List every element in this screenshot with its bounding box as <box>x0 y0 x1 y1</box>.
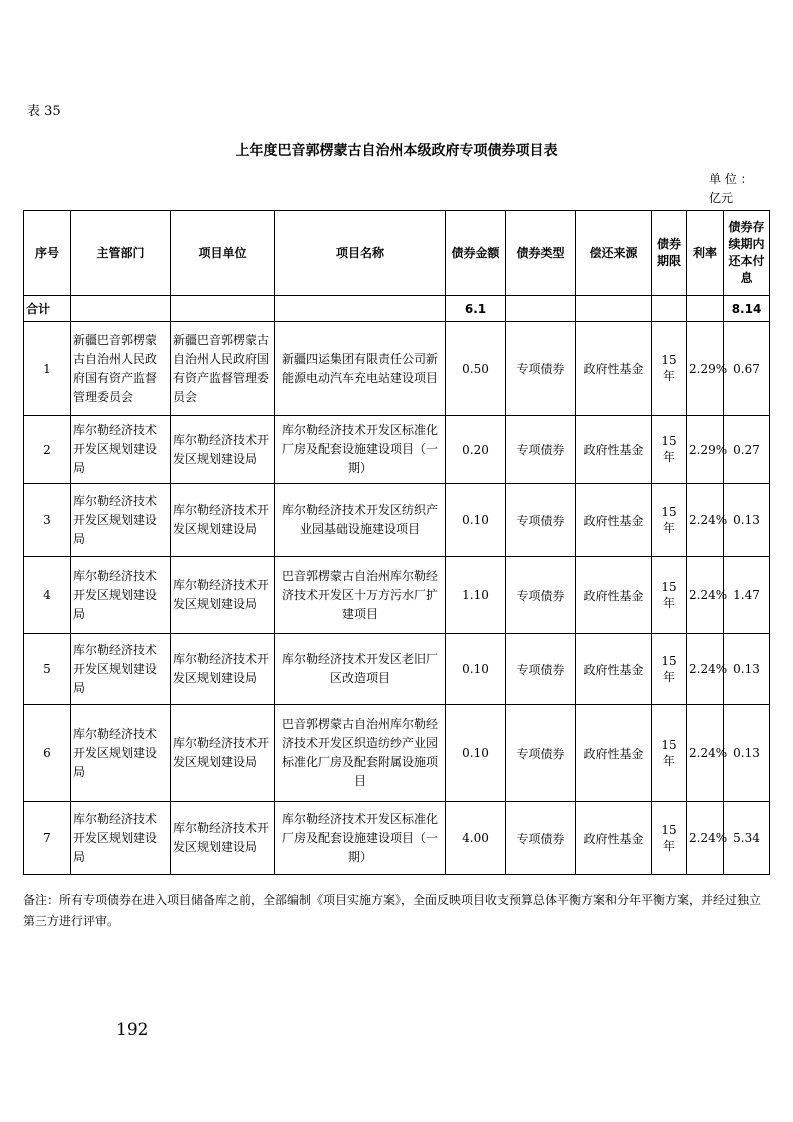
cell-rate: 2.24% <box>687 634 724 705</box>
cell-rate: 2.29% <box>687 322 724 416</box>
header-source: 偿还来源 <box>576 211 652 296</box>
cell-unit: 库尔勒经济技术开发区规划建设局 <box>171 416 275 484</box>
cell-name: 新疆四运集团有限责任公司新能源电动汽车充电站建设项目 <box>275 322 446 416</box>
table-row <box>24 705 770 802</box>
table-row <box>24 802 770 875</box>
cell-type: 专项债券 <box>506 634 576 705</box>
cell-type: 专项债券 <box>506 416 576 484</box>
page-number: 192 <box>116 1020 149 1040</box>
cell-unit: 库尔勒经济技术开发区规划建设局 <box>171 634 275 705</box>
cell-seq: 6 <box>24 705 71 802</box>
table-header-row <box>24 211 770 296</box>
header-unit: 项目单位 <box>171 211 275 296</box>
cell-unit: 库尔勒经济技术开发区规划建设局 <box>171 802 275 875</box>
cell-type: 专项债券 <box>506 802 576 875</box>
header-rate: 利率 <box>687 211 724 296</box>
cell-name: 巴音郭楞蒙古自治州库尔勒经济技术开发区十万方污水厂扩建项目 <box>275 557 446 634</box>
cell-term: 15 年 <box>652 802 687 875</box>
cell-amount: 0.10 <box>446 705 506 802</box>
table-label: 表 35 <box>27 104 61 119</box>
cell-term: 15 年 <box>652 484 687 557</box>
cell-rate: 2.24% <box>687 557 724 634</box>
footnote: 备注：所有专项债券在进入项目储备库之前，全部编制《项目实施方案》，全面反映项目收支预算总体平衡方案和分年平衡方案，并经过独立第三方进行评审。 <box>23 893 762 928</box>
cell-amount: 1.10 <box>446 557 506 634</box>
table-row <box>24 634 770 705</box>
cell-dept: 库尔勒经济技术开发区规划建设局 <box>71 484 171 557</box>
cell-term: 15 年 <box>652 634 687 705</box>
table-row <box>24 557 770 634</box>
cell-dept: 库尔勒经济技术开发区规划建设局 <box>71 634 171 705</box>
cell-repay: 1.47 <box>724 557 770 634</box>
cell-seq: 2 <box>24 416 71 484</box>
cell-type: 专项债券 <box>506 484 576 557</box>
unit-label-line1: 单 位 ： <box>709 172 753 186</box>
cell-type: 专项债券 <box>506 705 576 802</box>
cell-term: 15 年 <box>652 705 687 802</box>
cell-seq: 7 <box>24 802 71 875</box>
cell-dept: 库尔勒经济技术开发区规划建设局 <box>71 557 171 634</box>
cell-unit: 库尔勒经济技术开发区规划建设局 <box>171 705 275 802</box>
unit-label-line2: 亿元 <box>709 191 734 205</box>
cell-repay: 0.13 <box>724 634 770 705</box>
cell-seq: 1 <box>24 322 71 416</box>
cell-name: 库尔勒经济技术开发区标准化厂房及配套设施建设项目（一期） <box>275 802 446 875</box>
cell-amount: 0.20 <box>446 416 506 484</box>
cell-source: 政府性基金 <box>576 802 652 875</box>
cell-name: 巴音郭楞蒙古自治州库尔勒经济技术开发区织造纺纱产业园标准化厂房及配套附属设施项目 <box>275 705 446 802</box>
header-type: 债券类型 <box>506 211 576 296</box>
cell-source: 政府性基金 <box>576 705 652 802</box>
cell-dept: 新疆巴音郭楞蒙古自治州人民政府国有资产监督管理委员会 <box>71 322 171 416</box>
cell-type: 专项债券 <box>506 322 576 416</box>
cell-term: 15 年 <box>652 416 687 484</box>
page-title: 上年度巴音郭楞蒙古自治州本级政府专项债券项目表 <box>235 143 558 159</box>
cell-source: 政府性基金 <box>576 416 652 484</box>
header-repay: 债券存续期内还本付息 <box>724 211 770 296</box>
cell-name: 库尔勒经济技术开发区纺织产业园基础设施建设项目 <box>275 484 446 557</box>
cell-source: 政府性基金 <box>576 634 652 705</box>
table-row <box>24 484 770 557</box>
cell-repay: 5.34 <box>724 802 770 875</box>
header-dept: 主管部门 <box>71 211 171 296</box>
header-amount: 债券金额 <box>446 211 506 296</box>
bond-table <box>23 210 770 875</box>
cell-type: 专项债券 <box>506 557 576 634</box>
cell-repay: 0.13 <box>724 484 770 557</box>
cell-source: 政府性基金 <box>576 322 652 416</box>
header-seq: 序号 <box>24 211 71 296</box>
cell-seq: 3 <box>24 484 71 557</box>
cell-amount: 4.00 <box>446 802 506 875</box>
cell-name: 库尔勒经济技术开发区老旧厂区改造项目 <box>275 634 446 705</box>
cell-amount: 0.10 <box>446 484 506 557</box>
cell-amount: 0.50 <box>446 322 506 416</box>
cell-rate: 2.24% <box>687 802 724 875</box>
cell-repay: 0.67 <box>724 322 770 416</box>
cell-unit: 库尔勒经济技术开发区规划建设局 <box>171 557 275 634</box>
cell-source: 政府性基金 <box>576 557 652 634</box>
total-label: 合计 <box>24 296 71 322</box>
cell-dept: 库尔勒经济技术开发区规划建设局 <box>71 802 171 875</box>
total-repay: 8.14 <box>724 296 770 322</box>
cell-term: 15 年 <box>652 557 687 634</box>
cell-name: 库尔勒经济技术开发区标准化厂房及配套设施建设项目（一期） <box>275 416 446 484</box>
cell-seq: 4 <box>24 557 71 634</box>
table-row <box>24 416 770 484</box>
cell-seq: 5 <box>24 634 71 705</box>
total-row <box>24 296 770 322</box>
cell-source: 政府性基金 <box>576 484 652 557</box>
header-term: 债券期限 <box>652 211 687 296</box>
cell-unit: 库尔勒经济技术开发区规划建设局 <box>171 484 275 557</box>
header-name: 项目名称 <box>275 211 446 296</box>
table-row <box>24 322 770 416</box>
cell-rate: 2.24% <box>687 484 724 557</box>
cell-rate: 2.29% <box>687 416 724 484</box>
cell-dept: 库尔勒经济技术开发区规划建设局 <box>71 416 171 484</box>
cell-rate: 2.24% <box>687 705 724 802</box>
cell-dept: 库尔勒经济技术开发区规划建设局 <box>71 705 171 802</box>
total-amount: 6.1 <box>446 296 506 322</box>
cell-repay: 0.13 <box>724 705 770 802</box>
cell-repay: 0.27 <box>724 416 770 484</box>
cell-unit: 新疆巴音郭楞蒙古自治州人民政府国有资产监督管理委员会 <box>171 322 275 416</box>
cell-amount: 0.10 <box>446 634 506 705</box>
unit-label <box>709 170 769 208</box>
cell-term: 15 年 <box>652 322 687 416</box>
